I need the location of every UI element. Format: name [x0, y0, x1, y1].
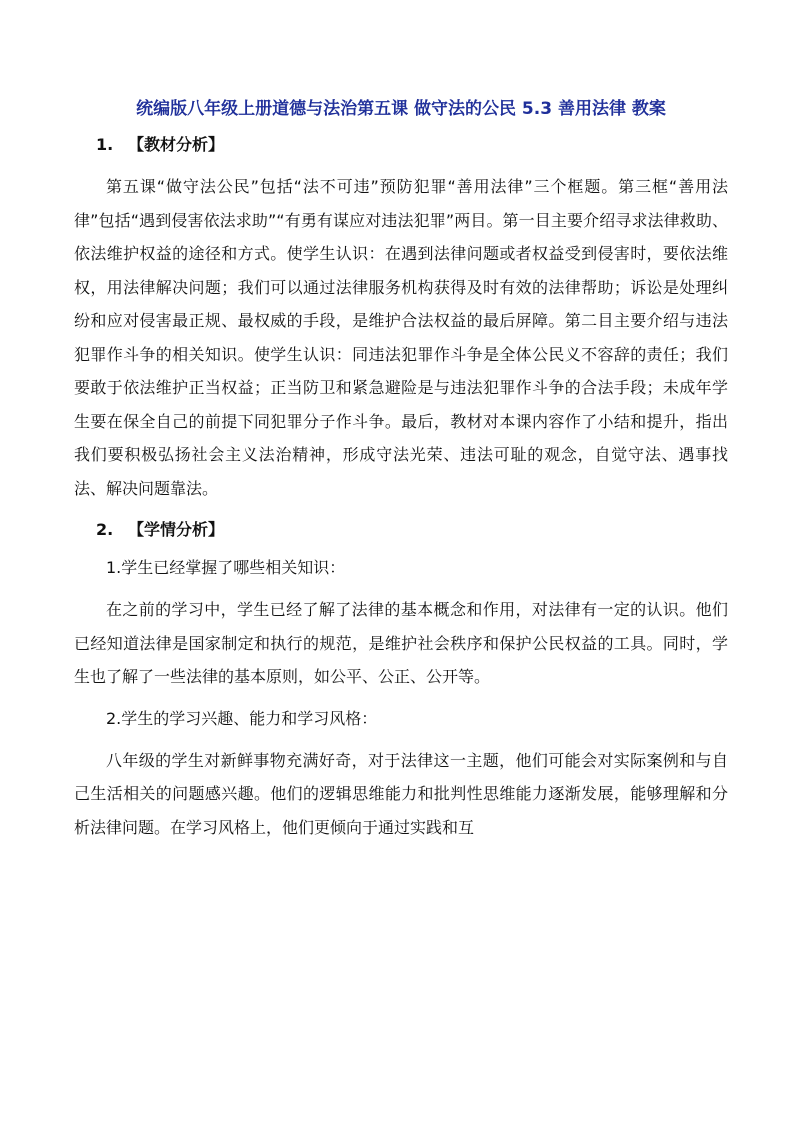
document-page: [74, 96, 728, 856]
subheading-learning-style: 2.学生的学习兴趣、能力和学习风格：: [106, 708, 378, 728]
textbook-analysis-paragraph: 第五课“做守法公民”包括“法不可违”预防犯罪“善用法律”三个框题。第三框“善用法律”包括“遇到侵害依法求助”“有勇有谋应对违法犯罪”两目。第一目主要介绍寻求法律救助、依法维护权益的途径和方式。使学生认识：在遇到法律问题或者权益受到侵害时，要依法维权，用法律解决问题；我们可以通过法律服务机构获得及时有效的法律帮助；诉讼是处理纠纷和应对侵害最正规、最权威的手段，是维护合法权益的最后屏障。第二目主要介绍与违法犯罪作斗争的相关知识。使学生认识：同违法犯罪作斗争是全体公民义不容辞的责任；我们要敢于依法维护正当权益；正当防卫和紧急避险是与违法犯罪作斗争的合法手段；未成年学生要在保全自己的前提下同犯罪分子作斗争。最后，教材对本课内容作了小结和提升，指出我们要积极弘扬社会主义法治精神，形成守法光荣、违法可耻的观念，自觉守法、遇事找法、解决问题靠法。: [74, 177, 728, 498]
section-number: 1.: [96, 135, 114, 154]
learning-style-paragraph: 八年级的学生对新鲜事物充满好奇，对于法律这一主题，他们可能会对实际案例和与自己生活相关的问题感兴趣。他们的逻辑思维能力和批判性思维能力逐渐发展，能够理解和分析法律问题。在学习风格上，他们更倾向于通过实践和互: [74, 750, 728, 837]
prior-knowledge-paragraph: 在之前的学习中，学生已经了解了法律的基本概念和作用，对法律有一定的认识。他们已经知道法律是国家制定和执行的规范，是维护社会秩序和保护公民权益的工具。同时，学生也了解了一些法律的基本原则，如公平、公正、公开等。: [74, 600, 728, 686]
section-title: 【教材分析】: [128, 135, 225, 154]
document-title: 统编版八年级上册道德与法治第五课 做守法的公民 5.3 善用法律 教案: [136, 99, 666, 119]
section-heading-student-analysis: [96, 517, 728, 543]
section-title: 【学情分析】: [128, 520, 225, 539]
subheading-prior-knowledge: 1.学生已经掌握了哪些相关知识：: [106, 558, 346, 577]
section-heading-textbook-analysis: [96, 132, 728, 158]
section-number: 2.: [96, 520, 114, 539]
